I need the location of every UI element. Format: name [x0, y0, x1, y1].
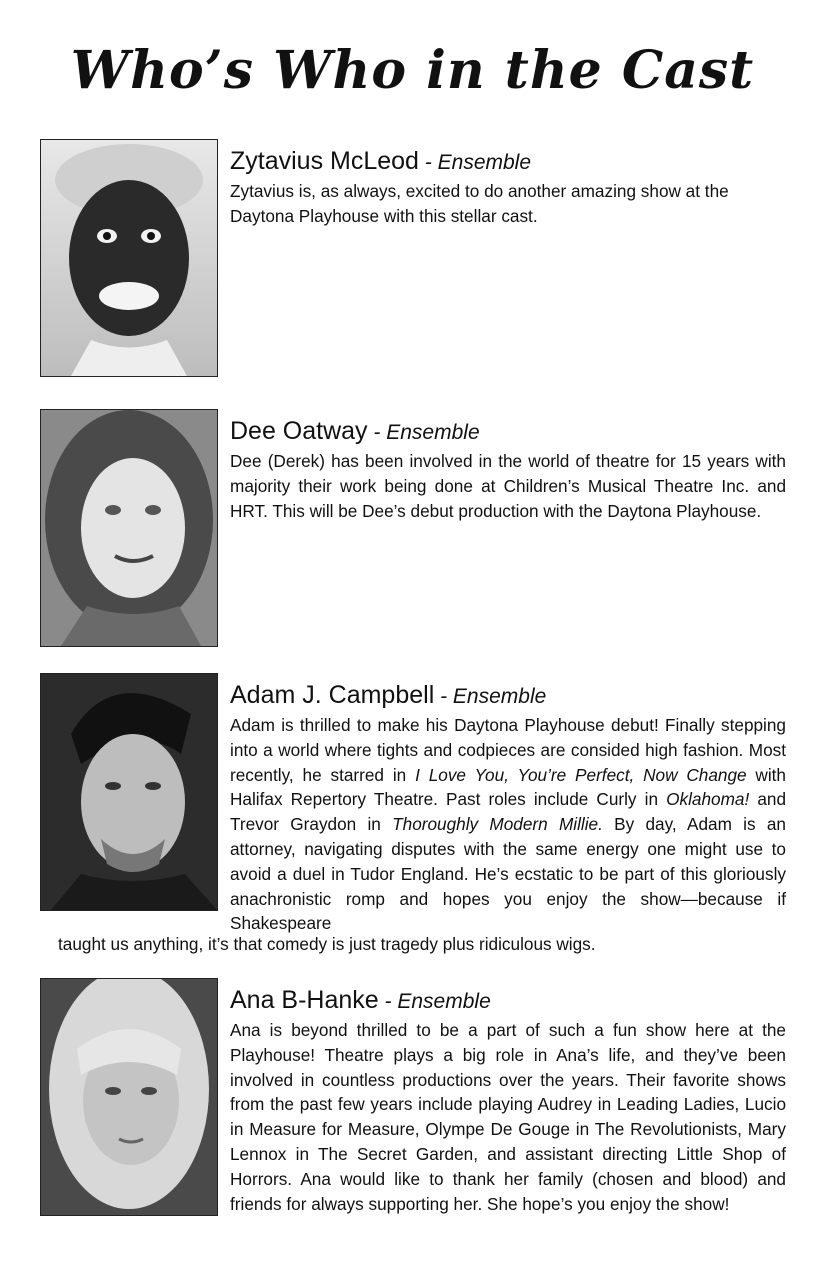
- headshot-placeholder: [41, 979, 217, 1215]
- headshot-photo: [40, 978, 218, 1216]
- headshot-photo: [40, 673, 218, 911]
- cast-role: Ensemble: [386, 421, 480, 444]
- cast-name: Zytavius McLeod: [230, 147, 419, 175]
- cast-role: Ensemble: [452, 685, 547, 708]
- cast-bio: [230, 713, 786, 936]
- cast-bio: Ana is beyond thrilled to be a part of such a fun show here at the Playhouse! Theatre plays a big role in Ana’s life, and they’ve been involved in countless productions over the years. Their favorite shows from the past few years include playing Audrey in Leading Ladies, Lucio in Measure for Measure, Olympe De Gouge in The Revolutionists, Mary Lennox in The Secret Garden, and assistant directing Little Shop of Horrors. Ana would like to thank her family (chosen and blood) and friends for always supporting her. She hope’s you enjoy the show!: [230, 1020, 786, 1214]
- cast-name-line: [230, 679, 786, 713]
- cast-separator: -: [378, 990, 398, 1013]
- show-title: Thoroughly Modern Millie.: [392, 814, 603, 835]
- cast-bio: Dee (Derek) has been involved in the world of theatre for 15 years with majority their work being done at Children’s Musical Theatre Inc. and HRT. This will be Dee’s debut production with the Daytona Playhouse.: [230, 451, 786, 521]
- cast-bio-continuation: taught us anything, it’s that comedy is just tragedy plus ridiculous wigs.: [58, 934, 596, 954]
- show-title: Oklahoma!: [666, 789, 750, 810]
- headshot-photo: [40, 409, 218, 647]
- cast-name-line: [230, 984, 786, 1018]
- cast-separator: -: [418, 151, 438, 174]
- cast-bio-text: Adam is thrilled to make his Daytona Playhouse debut! Finally stepping into a world where tights and codpieces are consided high fashion. Most recently, he starred in: [230, 715, 786, 785]
- cast-name-line: [230, 145, 786, 179]
- cast-name-line: [230, 415, 786, 449]
- cast-name: Dee Oatway: [230, 417, 368, 445]
- cast-bio-text: and Trevor Graydon in: [230, 789, 786, 835]
- headshot-photo: [40, 139, 218, 377]
- headshot-placeholder: [41, 140, 217, 376]
- cast-name: Adam J. Campbell: [230, 681, 435, 709]
- cast-role: Ensemble: [437, 151, 532, 174]
- cast-bio-text: with Halifax Repertory Theatre. Past roles include Curly in: [230, 764, 786, 810]
- cast-name: Ana B-Hanke: [230, 986, 379, 1014]
- cast-separator: -: [367, 421, 387, 444]
- show-title: I Love You, You’re Perfect, Now Change: [415, 764, 747, 785]
- page-title: Who’s Who in the Cast: [70, 40, 755, 101]
- cast-separator: -: [434, 685, 453, 708]
- cast-bio-text: By day, Adam is an attorney, navigating disputes with the same energy one might use to avoid a duel in Tudor England. He’s ecstatic to be part of this gloriously anachronistic romp and hopes you enjoy the show—because if Shakespeare: [230, 814, 786, 934]
- cast-role: Ensemble: [397, 990, 491, 1013]
- cast-bio: Zytavius is, as always, excited to do another amazing show at the Daytona Playhouse with this stellar cast.: [230, 181, 729, 226]
- headshot-placeholder: [41, 674, 217, 910]
- headshot-placeholder: [41, 410, 217, 646]
